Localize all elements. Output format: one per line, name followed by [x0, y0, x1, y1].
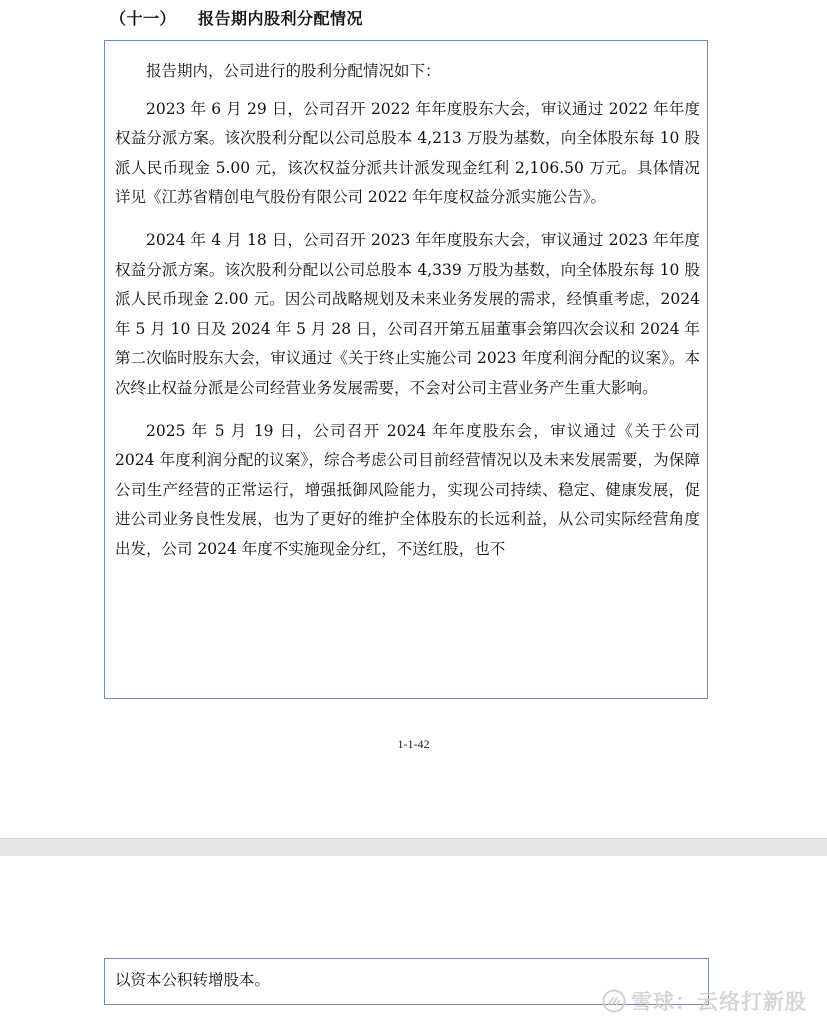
- content-box: [104, 40, 708, 699]
- continuation-text: 以资本公积转增股本。: [115, 971, 271, 989]
- paragraph-2023-dividend: 2023 年 6 月 29 日，公司召开 2022 年年度股东大会，审议通过 2022 年年度权益分派方案。该次股利分配以公司总股本 4,213 万股为基数，向全体股东每 10 股派人民币现金 5.00 元，该次权益分派共计派发现金红利 2,106.50 万元。具体情况详见《江苏省精创电气股份有限公司 2022 年年度权益分派实施公告》。: [115, 99, 700, 207]
- watermark-text: 雪球：云络打新股: [631, 990, 807, 1014]
- paragraph-intro: 报告期内，公司进行的股利分配情况如下：: [146, 62, 441, 80]
- section-number: （十一）: [110, 9, 177, 28]
- watermark: [602, 986, 807, 1016]
- page-separator: [0, 838, 827, 856]
- page-number: 1-1-42: [397, 737, 430, 751]
- paragraph-2025-dividend: 2025 年 5 月 19 日，公司召开 2024 年年度股东会，审议通过《关于公司 2024 年度利润分配的议案》，综合考虑公司目前经营情况以及未来发展需要，为保障公司生产经营的正常运行，增强抵御风险能力，实现公司持续、稳定、健康发展，促进公司业务良性发展，也为了更好的维护全体股东的长远利益，从公司实际经营角度出发，公司 2024 年度不实施现金分红，不送红股，也不: [115, 421, 700, 558]
- section-title: 报告期内股利分配情况: [198, 9, 364, 28]
- paragraph-2024-dividend: 2024 年 4 月 18 日，公司召开 2023 年年度股东大会，审议通过 2023 年年度权益分派方案。该次股利分配以公司总股本 4,339 万股为基数，向全体股东每 10 股派人民币现金 2.00 元。因公司战略规划及未来业务发展的需求，经慎重考虑，2024 年 5 月 10 日及 2024 年 5 月 28 日，公司召开第五届董事会第四次会议和 2024 年第二次临时股东大会，审议通过《关于终止实施公司 2023 年度利润分配的议案》。本次终止权益分派是公司经营业务发展需要，不会对公司主营业务产生重大影响。: [115, 230, 700, 397]
- snowball-logo-icon: [602, 989, 626, 1013]
- section-heading: [110, 6, 363, 29]
